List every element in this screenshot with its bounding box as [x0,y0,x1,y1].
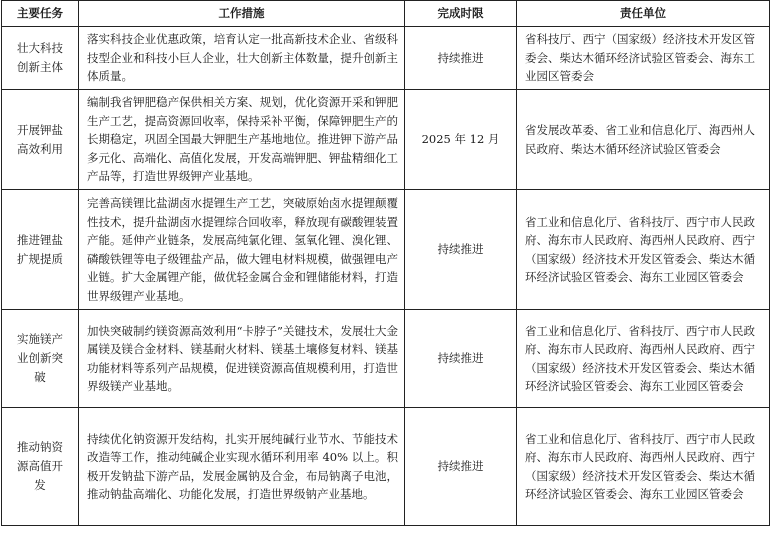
header-task: 主要任务 [2,1,79,27]
header-measure: 工作措施 [79,1,405,27]
deadline-cell: 持续推进 [405,190,517,310]
deadline-cell: 2025 年 12 月 [405,90,517,190]
task-cell: 实施镁产业创新突破 [2,310,79,408]
responsible-unit-cell: 省科技厅、西宁（国家级）经济技术开发区管委会、柴达木循环经济试验区管委会、海东工业园区管委会 [517,27,770,90]
table-row [2,190,770,310]
measure-cell: 编制我省钾肥稳产保供相关方案、规划，优化资源开采和钾肥生产工艺，提高资源回收率，保持采补平衡，保障钾肥生产的长期稳定，巩固全国最大钾肥生产基地地位。推进钾下游产品多元化、高端化、高值化发展，开发高端钾肥、钾盐精细化工产品等，打造世界级钾产业基地。 [79,90,405,190]
measure-cell: 完善高镁锂比盐湖卤水提锂生产工艺，突破原始卤水提锂颠覆性技术，提升盐湖卤水提锂综合回收率，释放现有碳酸锂装置产能。延伸产业链条，发展高纯氯化锂、氢氧化锂、溴化锂、磷酸铁锂等电子级锂盐产品，做大锂电材料规模，做强锂电产业链。扩大金属锂产能，做优轻金属合金和锂储能材料，打造世界级锂产业基地。 [79,190,405,310]
measure-cell: 落实科技企业优惠政策，培育认定一批高新技术企业、省级科技型企业和科技小巨人企业，壮大创新主体数量，提升创新主体质量。 [79,27,405,90]
measure-cell: 持续优化钠资源开发结构，扎实开展纯碱行业节水、节能技术改造等工作，推动纯碱企业实现水循环利用率 40% 以上。积极开发钠盐下游产品，发展金属钠及合金，布局钠离子电池，推动钠盐高端化、功能化发展，打造世界级钠产业基地。 [79,408,405,526]
task-cell: 推动钠资源高值开发 [2,408,79,526]
table-row [2,90,770,190]
responsible-unit-cell: 省工业和信息化厅、省科技厅、西宁市人民政府、海东市人民政府、海西州人民政府、西宁（国家级）经济技术开发区管委会、柴达木循环经济试验区管委会、海东工业园区管委会 [517,310,770,408]
task-cell: 开展钾盐高效利用 [2,90,79,190]
header-unit: 责任单位 [517,1,770,27]
table-row [2,310,770,408]
measure-cell: 加快突破制约镁资源高效利用“卡脖子”关键技术，发展壮大金属镁及镁合金材料、镁基耐火材料、镁基土壤修复材料、镁基功能材料等系列产品规模，促进镁资源高值规模利用，打造世界级镁产业基地。 [79,310,405,408]
table-header-row [2,1,770,27]
header-time: 完成时限 [405,1,517,27]
table-row [2,27,770,90]
task-cell: 推进锂盐扩规提质 [2,190,79,310]
responsible-unit-cell: 省发展改革委、省工业和信息化厅、海西州人民政府、柴达木循环经济试验区管委会 [517,90,770,190]
deadline-cell: 持续推进 [405,310,517,408]
deadline-cell: 持续推进 [405,27,517,90]
table-row [2,408,770,526]
deadline-cell: 持续推进 [405,408,517,526]
responsible-unit-cell: 省工业和信息化厅、省科技厅、西宁市人民政府、海东市人民政府、海西州人民政府、西宁（国家级）经济技术开发区管委会、柴达木循环经济试验区管委会、海东工业园区管委会 [517,408,770,526]
task-table [1,0,770,526]
task-cell: 壮大科技创新主体 [2,27,79,90]
responsible-unit-cell: 省工业和信息化厅、省科技厅、西宁市人民政府、海东市人民政府、海西州人民政府、西宁（国家级）经济技术开发区管委会、柴达木循环经济试验区管委会、海东工业园区管委会 [517,190,770,310]
